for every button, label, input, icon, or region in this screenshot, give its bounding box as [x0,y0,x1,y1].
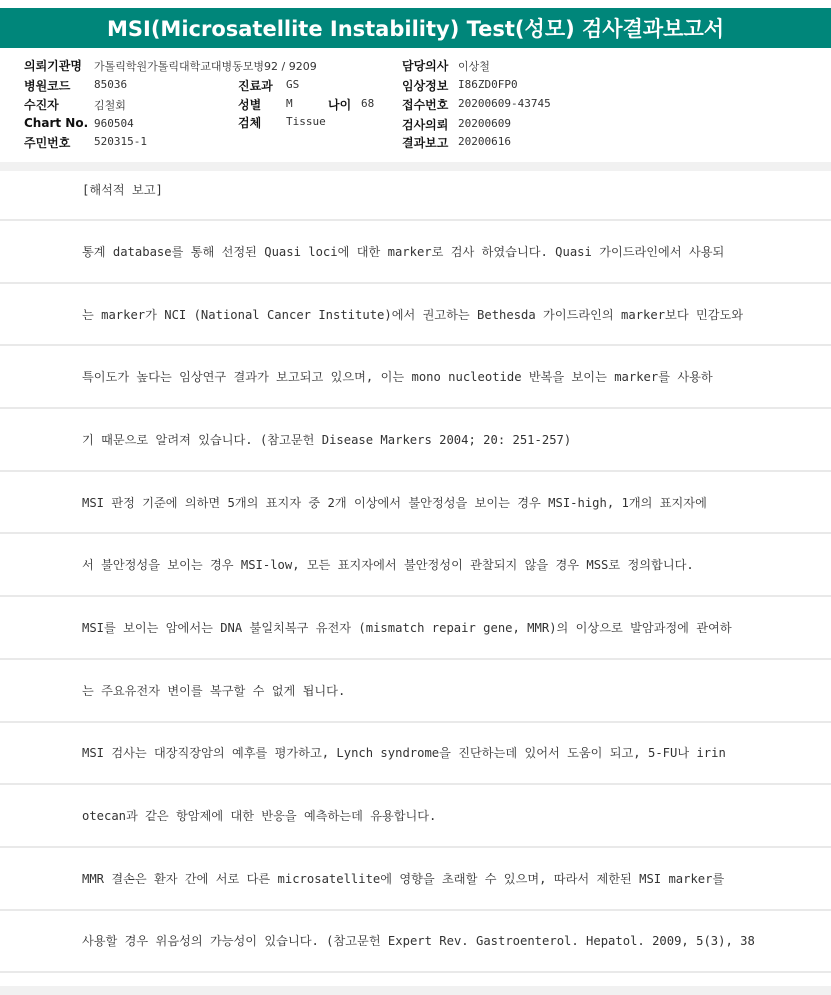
institution-label: 의뢰기관명 [24,59,82,73]
chart-no-value: 960504 [94,117,134,130]
report-line: 통계 database를 통해 선정된 Quasi loci에 대한 marker로 검사 하였습니다. Quasi 가이드라인에서 사용되 [0,221,831,284]
receipt-no-value: 20200609-43745 [458,97,551,110]
doctor-label: 담당의사 [402,59,449,73]
doctor-value: 이상철 [458,60,490,73]
chart-no-label: Chart No. [24,116,89,130]
age-value: 68 [361,97,375,110]
patient-info-panel [0,50,831,163]
department-value: GS [286,78,300,91]
report-line: 사용할 경우 위음성의 가능성이 있습니다. (참고문헌 Expert Rev. Gastroenterol. Hepatol. 2009, 5(3), 38 [0,911,831,974]
report-title: MSI(Microsatellite Instability) Test(성모) 검사결과보고서 [0,8,831,48]
sex-value: M [286,97,293,110]
patient-value: 김철회 [94,99,126,112]
report-line: 는 주요유전자 변이를 복구할 수 없게 됩니다. [0,660,831,723]
result-date-value: 20200616 [458,135,511,148]
resident-no-value: 520315-1 [94,135,147,148]
specimen-value: Tissue [286,115,326,128]
section-divider [0,162,831,171]
request-date-label: 검사의뢰 [402,118,449,132]
request-date-value: 20200609 [458,117,511,130]
interpretive-report [0,171,831,986]
hospital-code-label: 병원코드 [24,79,71,93]
report-line: otecan과 같은 항암제에 대한 반응을 예측하는데 유용합니다. [0,785,831,848]
report-line: MMR 결손은 환자 간에 서로 다른 microsatellite에 영향을 초래할 수 있으며, 따라서 제한된 MSI marker를 [0,848,831,911]
report-line: 는 marker가 NCI (National Cancer Institute)에서 권고하는 Bethesda 가이드라인의 marker보다 민감도와 [0,284,831,347]
report-line: [해석적 보고] [0,171,831,221]
institution-value: 가톨릭학원가톨릭대학교대병동모병92 / 9209 [94,60,317,73]
department-label: 진료과 [238,79,273,93]
report-line: 기 때문으로 알려져 있습니다. (참고문헌 Disease Markers 2004; 20: 251-257) [0,409,831,472]
report-line: 특이도가 높다는 임상연구 결과가 보고되고 있으며, 이는 mono nucleotide 반복을 보이는 marker를 사용하 [0,346,831,409]
clinical-info-value: I86ZD0FP0 [458,78,518,91]
report-line: MSI를 보이는 암에서는 DNA 불일치복구 유전자 (mismatch repair gene, MMR)의 이상으로 발암과정에 관여하 [0,597,831,660]
report-line: 서 불안정성을 보이는 경우 MSI-low, 모든 표지자에서 불안정성이 관찰되지 않을 경우 MSS로 정의합니다. [0,534,831,597]
sex-label: 성별 [238,98,262,112]
receipt-no-label: 접수번호 [402,98,449,112]
bottom-divider [0,986,831,995]
result-date-label: 결과보고 [402,136,449,150]
report-line: MSI 검사는 대장직장암의 예후를 평가하고, Lynch syndrome을 진단하는데 있어서 도움이 되고, 5-FU나 irin [0,723,831,786]
resident-no-label: 주민번호 [24,136,71,150]
specimen-label: 검체 [238,116,262,130]
hospital-code-value: 85036 [94,78,128,91]
report-line: MSI 판정 기준에 의하면 5개의 표지자 중 2개 이상에서 불안정성을 보이는 경우 MSI-high, 1개의 표지자에 [0,472,831,535]
patient-label: 수진자 [24,98,59,112]
age-label: 나이 [328,98,352,112]
clinical-info-label: 임상정보 [402,79,449,93]
